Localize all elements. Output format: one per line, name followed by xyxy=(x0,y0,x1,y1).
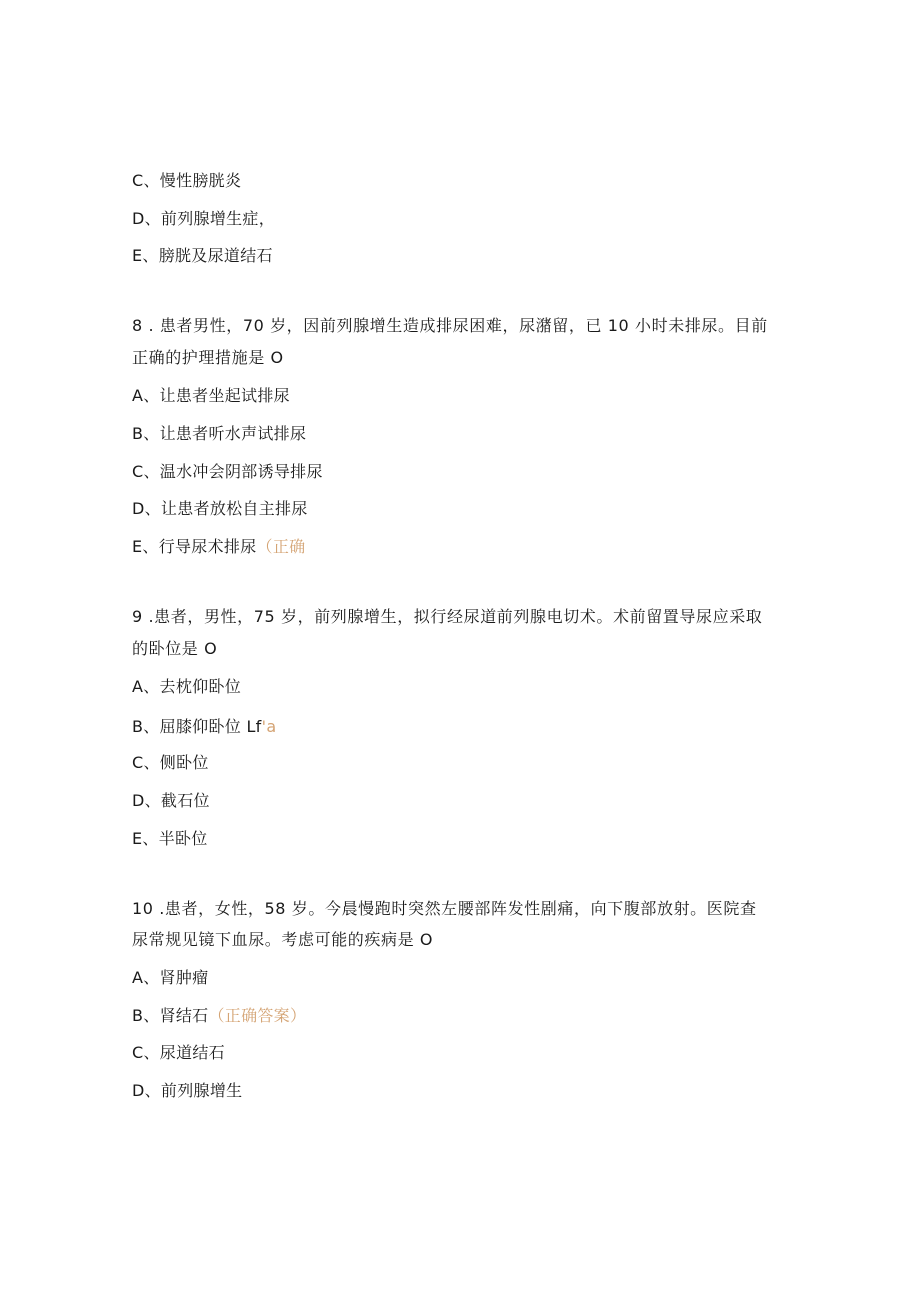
answer-note: （正确答案） xyxy=(208,1006,307,1025)
question-10-option-c xyxy=(132,1042,225,1064)
option-text: D、前列腺增生症， xyxy=(132,209,276,228)
question-9-line-2 xyxy=(132,638,782,660)
option-c-prev xyxy=(132,170,241,192)
option-text: C、尿道结石 xyxy=(132,1043,225,1062)
question-text: 正确的护理措施是 O xyxy=(132,348,284,367)
option-text: D、让患者放松自主排尿 xyxy=(132,499,308,518)
option-text: B、屈膝仰卧位 Lf xyxy=(132,717,262,736)
question-text: 8 . 患者男性，70 岁，因前列腺增生造成排尿困难，尿潴留，已 10 小时未排尿。目前 xyxy=(132,316,768,335)
option-text: D、前列腺增生 xyxy=(132,1081,243,1100)
option-text: E、半卧位 xyxy=(132,829,208,848)
question-8-line-1 xyxy=(132,315,782,337)
question-text: 10 .患者，女性，58 岁。今晨慢跑时突然左腰部阵发性剧痛，向下腹部放射。医院查 xyxy=(132,899,757,918)
option-text: C、慢性膀胱炎 xyxy=(132,171,242,190)
answer-note: （正确 xyxy=(256,537,306,556)
question-9-line-1 xyxy=(132,606,782,628)
option-text: C、侧卧位 xyxy=(132,753,209,772)
question-10-line-2 xyxy=(132,929,782,951)
option-text: A、去枕仰卧位 xyxy=(132,677,242,696)
question-9-option-c xyxy=(132,752,209,774)
question-9-option-b xyxy=(132,716,276,738)
question-10-option-b xyxy=(132,1005,306,1027)
question-10-line-1 xyxy=(132,898,782,920)
question-10-option-a xyxy=(132,967,208,989)
option-e-prev xyxy=(132,245,273,267)
question-text: 尿常规见镜下血尿。考虑可能的疾病是 O xyxy=(132,930,434,949)
option-text: A、让患者坐起试排尿 xyxy=(132,386,290,405)
option-text: D、截石位 xyxy=(132,791,210,810)
question-text: 的卧位是 O xyxy=(132,639,218,658)
option-text: B、肾结石 xyxy=(132,1006,209,1025)
option-text: E、行导尿术排尿 xyxy=(132,537,257,556)
option-text: E、膀胱及尿道结石 xyxy=(132,246,273,265)
question-9-option-d xyxy=(132,790,210,812)
question-8-option-c xyxy=(132,461,323,483)
question-9-option-e xyxy=(132,828,208,850)
question-8-option-d xyxy=(132,498,308,520)
question-8-option-b xyxy=(132,423,306,445)
option-text: C、温水冲会阴部诱导排尿 xyxy=(132,462,323,481)
answer-note: 'a xyxy=(261,717,277,736)
option-text: A、肾肿瘤 xyxy=(132,968,209,987)
question-text: 9 .患者，男性，75 岁，前列腺增生，拟行经尿道前列腺电切术。术前留置导尿应采取 xyxy=(132,607,763,626)
question-8-option-e xyxy=(132,536,305,558)
option-text: B、让患者听水声试排尿 xyxy=(132,424,307,443)
question-10-option-d xyxy=(132,1080,242,1102)
option-d-prev xyxy=(132,208,275,230)
question-8-option-a xyxy=(132,385,290,407)
question-8-line-2 xyxy=(132,347,782,369)
question-9-option-a xyxy=(132,676,241,698)
